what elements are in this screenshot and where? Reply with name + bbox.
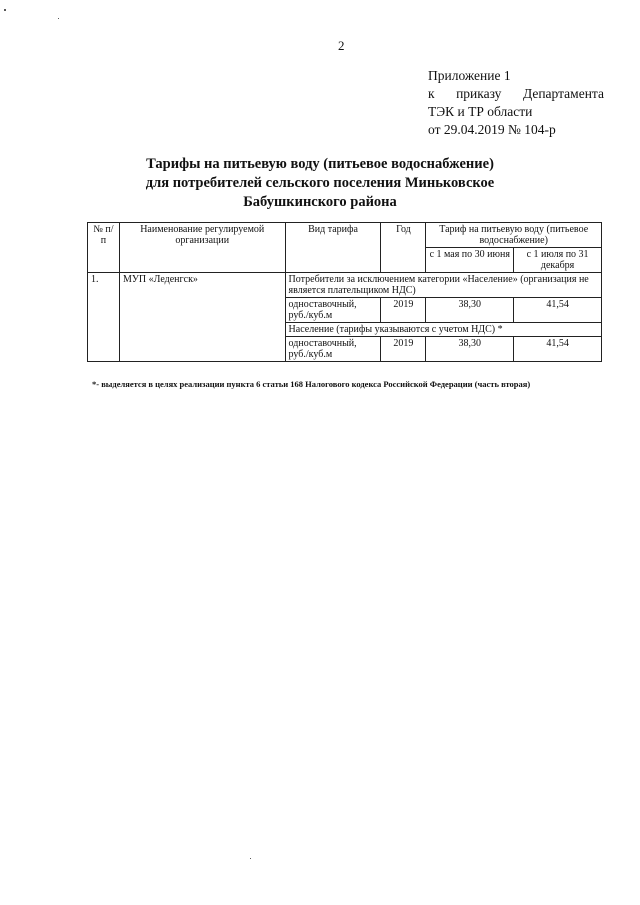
cell-num: 1. [88, 273, 120, 362]
cell-group-1-value-1: 38,30 [426, 298, 514, 323]
scan-speck [4, 9, 6, 11]
cell-org: МУП «Леденгск» [119, 273, 285, 362]
cell-group-1-type: одноставочный, руб./куб.м [285, 298, 381, 323]
scan-speck [58, 18, 59, 19]
scan-speck [250, 858, 251, 859]
title-line-2: для потребителей сельского поселения Миньковское [145, 175, 495, 191]
table-header-row [88, 223, 602, 248]
appendix-line-3: ТЭК и ТР области [428, 104, 533, 119]
cell-group-2-year: 2019 [381, 337, 426, 362]
table-row [88, 273, 602, 298]
appendix-line-1: Приложение 1 [428, 68, 511, 83]
appendix-word-order: приказу [456, 86, 502, 101]
tariff-table [87, 222, 602, 362]
appendix-word-k: к [428, 86, 435, 101]
page-number: 2 [338, 38, 345, 53]
cell-group-1: Потребители за исключением категории «Население» (организация не является плательщиком НДС) [285, 273, 601, 298]
header-period-1: с 1 мая по 30 июня [426, 248, 514, 273]
cell-group-1-year: 2019 [381, 298, 426, 323]
header-period-2: с 1 июля по 31 декабря [514, 248, 602, 273]
appendix-line-4: от 29.04.2019 № 104-р [428, 122, 556, 137]
appendix-block [428, 67, 604, 139]
cell-group-2-value-1: 38,30 [426, 337, 514, 362]
header-year: Год [381, 223, 426, 273]
cell-group-2: Население (тарифы указываются с учетом НДС) * [285, 323, 601, 337]
appendix-line-2 [428, 85, 604, 103]
cell-group-2-value-2: 41,54 [514, 337, 602, 362]
footnote: *- выделяется в целях реализации пункта 6 статьи 168 Налогового кодекса Российской Федерации (часть вторая) [92, 379, 531, 389]
document-title [120, 155, 520, 212]
appendix-word-department: Департамента [522, 86, 604, 101]
header-org: Наименование регулируемой организации [119, 223, 285, 273]
title-line-1: Тарифы на питьевую воду (питьевое водоснабжение) [146, 156, 494, 172]
title-line-3: Бабушкинского района [243, 194, 397, 210]
header-num: № п/п [88, 223, 120, 273]
header-tariff: Тариф на питьевую воду (питьевое водоснабжение) [426, 223, 602, 248]
cell-group-2-type: одноставочный, руб./куб.м [285, 337, 381, 362]
header-type: Вид тарифа [285, 223, 381, 273]
cell-group-1-value-2: 41,54 [514, 298, 602, 323]
